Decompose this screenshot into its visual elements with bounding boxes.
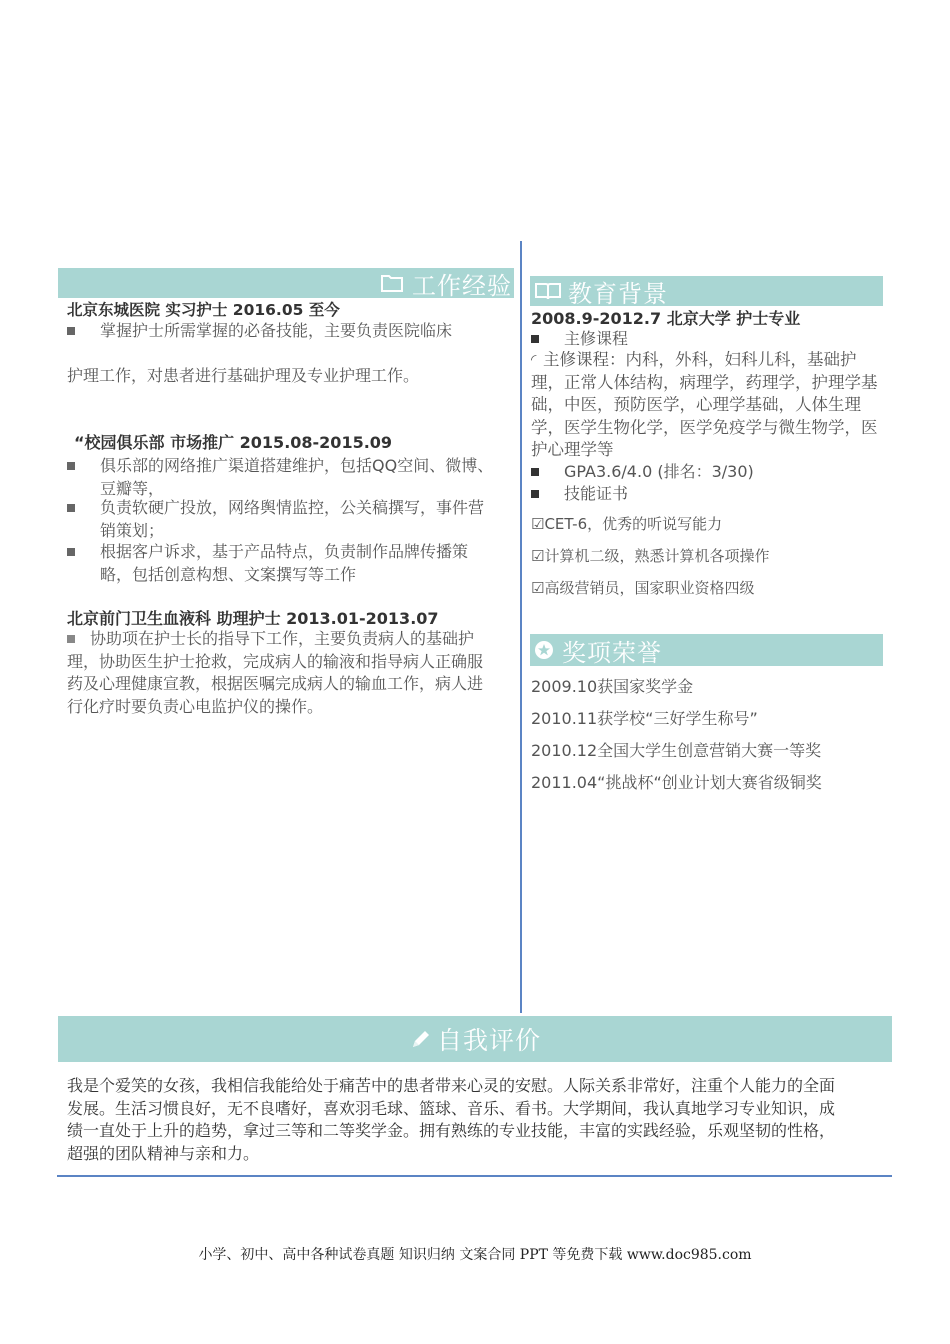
award-section-title: 奖项荣誉 bbox=[562, 638, 662, 667]
cert-bullet: 技能证书 bbox=[564, 484, 629, 503]
award-item: 2011.04“挑战杯“创业计划大赛省级铜奖 bbox=[531, 773, 822, 792]
job2-line: 略，包括创意构想、文案撰写等工作 bbox=[100, 564, 357, 584]
job1-continuation: 护理工作，对患者进行基础护理及专业护理工作。 bbox=[67, 366, 420, 385]
column-divider bbox=[520, 241, 522, 1013]
arc-bullet-icon: ◜ bbox=[531, 352, 537, 368]
self-eval-line: 发展。生活习惯良好，无不良嗜好，喜欢羽毛球、篮球、音乐、看书。大学期间，我认真地学习专业知识，成 bbox=[67, 1098, 836, 1118]
job2-line: 根据客户诉求，基于产品特点，负责制作品牌传播策 bbox=[100, 542, 469, 561]
job2-line: 俱乐部的网络推广渠道搭建维护，包括QQ空间、微博、 bbox=[100, 456, 494, 475]
job2-bullet-2 bbox=[67, 497, 484, 542]
course-detail bbox=[531, 349, 886, 462]
gpa-row bbox=[531, 461, 754, 484]
job2-bullet-3 bbox=[67, 541, 468, 586]
pencil-icon bbox=[409, 1027, 433, 1051]
job3-line: 协助项在护士长的指导下工作，主要负责病人的基础护 bbox=[90, 629, 475, 648]
job1-header: 北京东城医院 实习护士 2016.05 至今 bbox=[67, 301, 340, 319]
education-section-title: 教育背景 bbox=[568, 279, 668, 308]
job2-bullet-1 bbox=[67, 455, 493, 500]
self-eval-line: 超强的团队精神与亲和力。 bbox=[67, 1143, 260, 1163]
bullet-square-icon bbox=[67, 462, 75, 470]
self-eval-bar bbox=[58, 1016, 892, 1062]
course-line: 护心理学等 bbox=[531, 440, 614, 459]
job3-line: 行化疗时要负责心电监护仪的操作。 bbox=[67, 696, 324, 716]
bullet-square-icon bbox=[531, 490, 539, 498]
course-line: 理，正常人体结构，病理学，药理学，护理学基 bbox=[531, 372, 878, 392]
course-bullet: 主修课程 bbox=[564, 329, 629, 348]
folder-icon bbox=[380, 273, 404, 293]
star-circle-icon bbox=[534, 640, 554, 660]
cert-item: ☑高级营销员，国家职业资格四级 bbox=[531, 579, 755, 597]
job2-header: “校园俱乐部 市场推广 2015.08-2015.09 bbox=[74, 433, 393, 452]
job1-bullet: 掌握护士所需掌握的必备技能，主要负责医院临床 bbox=[100, 321, 453, 340]
bullet-square-icon bbox=[531, 335, 539, 343]
job3-body bbox=[67, 628, 517, 718]
course-bullet-row bbox=[531, 328, 628, 351]
book-icon bbox=[534, 281, 562, 301]
self-eval-title: 自我评价 bbox=[436, 1026, 541, 1055]
work-section-bar bbox=[58, 268, 514, 298]
self-eval-line: 绩一直处于上升的趋势，拿过三等和二等奖学金。拥有熟练的专业技能，丰富的实践经验，乐观坚韧的性格， bbox=[67, 1121, 836, 1140]
gpa-text: GPA3.6/4.0 (排名：3/30) bbox=[564, 462, 754, 481]
bullet-square-icon bbox=[67, 548, 75, 556]
job2-line: 销策划； bbox=[100, 520, 165, 540]
bullet-square-icon bbox=[67, 327, 75, 335]
page-footer: 小学、初中、高中各种试卷真题 知识归纳 文案合同 PPT 等免费下载 www.doc985.com bbox=[198, 1247, 752, 1263]
course-line: 础，中医，预防医学，心理学基础，人体生理 bbox=[531, 395, 861, 414]
job3-header: 北京前门卫生血液科 助理护士 2013.01-2013.07 bbox=[67, 609, 439, 628]
work-section-title: 工作经验 bbox=[412, 271, 512, 300]
job3-line: 理，协助医生护士抢救，完成病人的输液和指导病人正确服 bbox=[67, 651, 484, 671]
bullet-square-icon bbox=[67, 504, 75, 512]
job2-line: 豆瓣等， bbox=[100, 478, 165, 498]
award-section-bar bbox=[530, 634, 883, 666]
award-item: 2009.10获国家奖学金 bbox=[531, 677, 694, 696]
cert-item: ☑CET-6，优秀的听说写能力 bbox=[531, 515, 723, 533]
education-header: 2008.9-2012.7 北京大学 护士专业 bbox=[531, 309, 801, 328]
job3-line: 药及心理健康宣教，根据医嘱完成病人的输血工作，病人进 bbox=[67, 674, 484, 693]
job2-line: 负责软硬广投放，网络舆情监控，公关稿撰写，事件营 bbox=[100, 498, 485, 517]
cert-bullet-row bbox=[531, 483, 628, 506]
bottom-rule bbox=[57, 1175, 892, 1177]
education-section-bar bbox=[530, 276, 883, 306]
bullet-square-icon bbox=[531, 468, 539, 476]
award-item: 2010.11获学校“三好学生称号” bbox=[531, 709, 758, 728]
job1-bullet-row bbox=[67, 320, 452, 343]
course-line: 学，医学生物化学，医学免疫学与微生物学，医 bbox=[531, 417, 878, 437]
course-line: 主修课程：内科，外科，妇科儿科，基础护 bbox=[543, 350, 857, 369]
self-eval-body bbox=[67, 1075, 887, 1165]
award-item: 2010.12全国大学生创意营销大赛一等奖 bbox=[531, 741, 822, 760]
cert-item: ☑计算机二级，熟悉计算机各项操作 bbox=[531, 547, 770, 565]
bullet-square-icon bbox=[67, 635, 75, 643]
self-eval-line: 我是个爱笑的女孩，我相信我能给处于痛苦中的患者带来心灵的安慰。人际关系非常好，注重个人能力的全面 bbox=[67, 1076, 836, 1095]
